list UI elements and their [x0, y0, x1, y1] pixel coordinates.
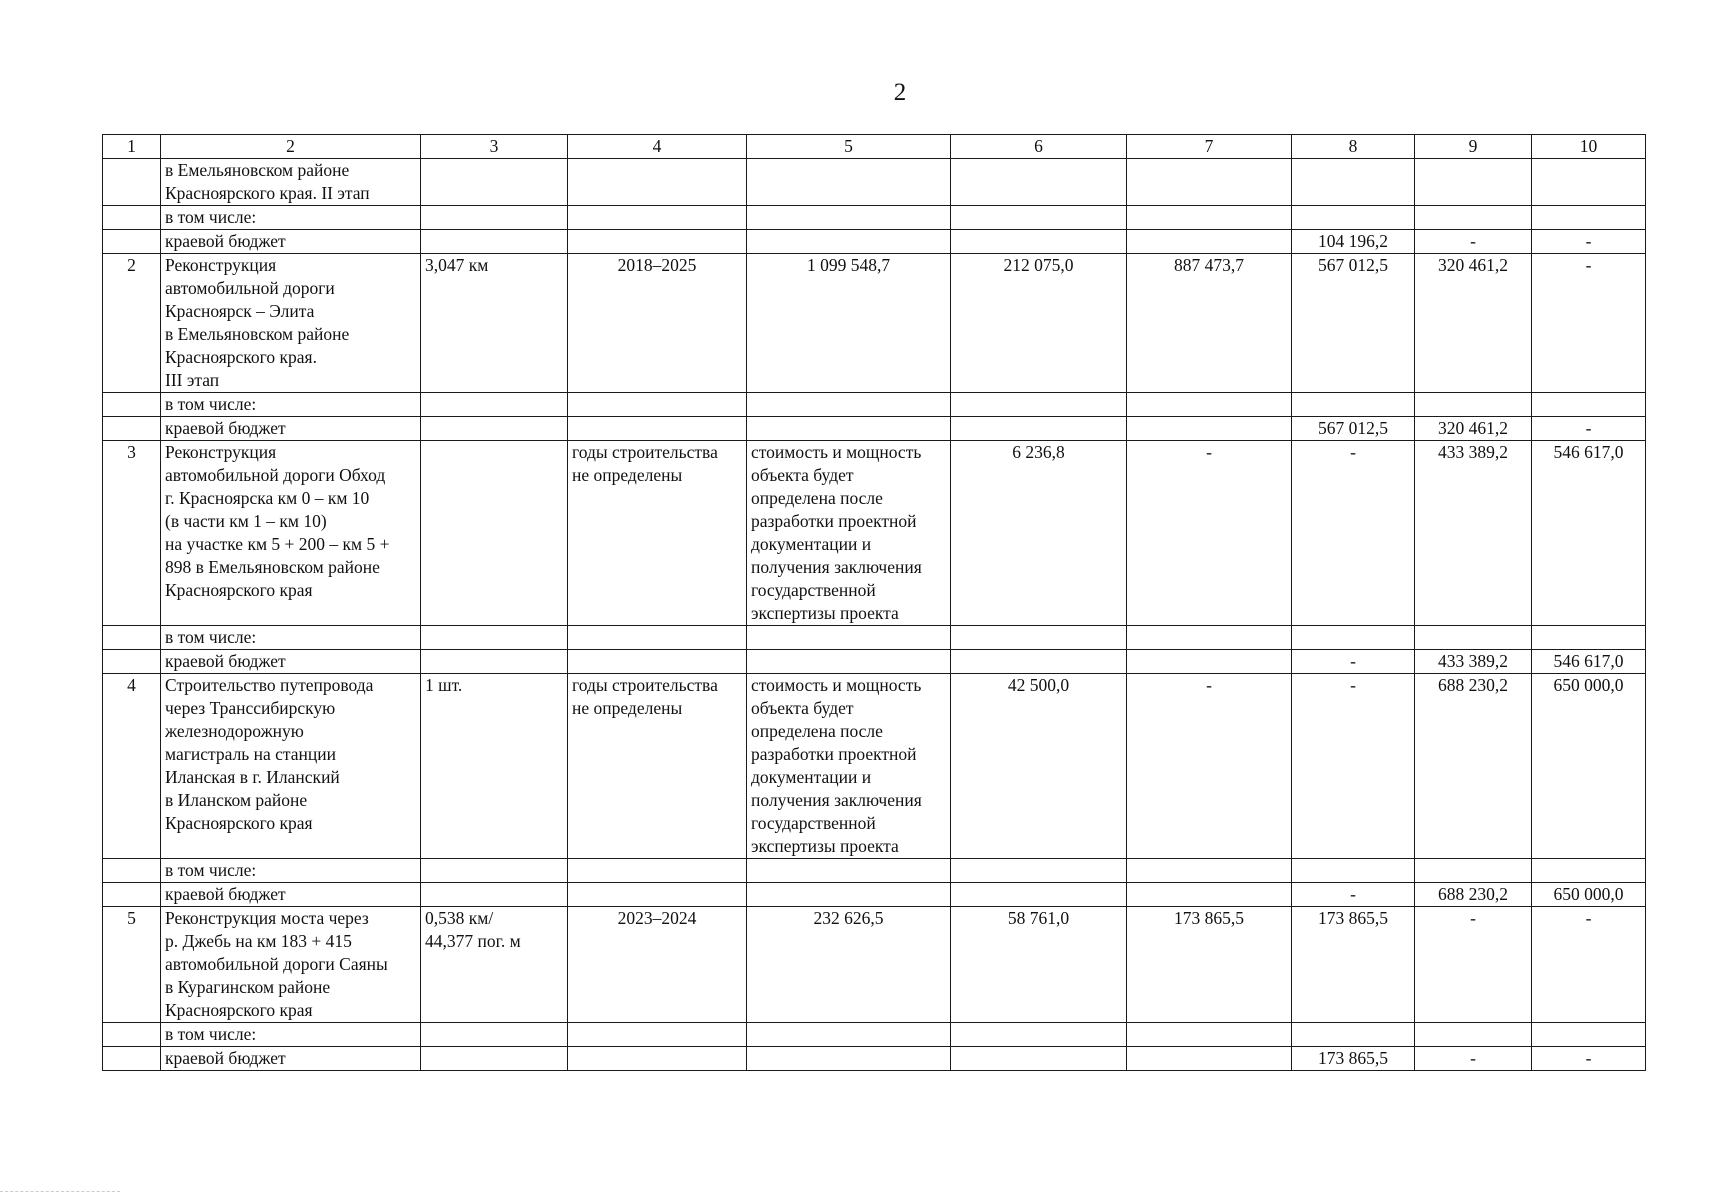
table-cell: - — [1127, 441, 1292, 626]
table-cell: 887 473,7 — [1127, 254, 1292, 393]
table-cell: 6 236,8 — [951, 441, 1127, 626]
table-cell — [568, 230, 747, 254]
table-cell: краевой бюджет — [161, 1047, 421, 1071]
table-cell — [1415, 206, 1532, 230]
table-cell — [421, 859, 568, 883]
table-cell: - — [1532, 417, 1646, 441]
table-cell — [747, 1023, 951, 1047]
table-cell: в том числе: — [161, 626, 421, 650]
column-header: 8 — [1292, 135, 1415, 159]
table-cell: 433 389,2 — [1415, 441, 1532, 626]
column-header: 7 — [1127, 135, 1292, 159]
table-cell: в Емельяновском районе Красноярского края. II этап — [161, 159, 421, 206]
table-cell — [103, 393, 161, 417]
table-cell: - — [1415, 1047, 1532, 1071]
table-cell — [1292, 859, 1415, 883]
table-cell: - — [1292, 883, 1415, 907]
table-cell — [103, 626, 161, 650]
table-cell — [951, 417, 1127, 441]
table-cell: 5 — [103, 907, 161, 1023]
table-row — [103, 254, 1646, 393]
table-cell: 433 389,2 — [1415, 650, 1532, 674]
table-cell — [951, 626, 1127, 650]
table-cell: 0,538 км/ 44,377 пог. м — [421, 907, 568, 1023]
table-cell — [1127, 650, 1292, 674]
table-cell — [1127, 417, 1292, 441]
table-cell — [103, 159, 161, 206]
table-cell — [747, 230, 951, 254]
table-cell: годы строительства не определены — [568, 441, 747, 626]
table-cell — [568, 650, 747, 674]
table-cell: - — [1532, 254, 1646, 393]
table-cell — [1415, 159, 1532, 206]
table-cell — [568, 883, 747, 907]
table-cell: Строительство путепровода через Транссибирскую железнодорожную магистраль на станции Иланская в г. Иланский в Иланском районе Красноярского края — [161, 674, 421, 859]
table-cell: 567 012,5 — [1292, 254, 1415, 393]
table-cell — [1127, 859, 1292, 883]
table-cell — [103, 650, 161, 674]
table-cell: - — [1415, 907, 1532, 1023]
table-cell — [747, 206, 951, 230]
table-cell — [1415, 1023, 1532, 1047]
table-cell: 650 000,0 — [1532, 883, 1646, 907]
column-header: 6 — [951, 135, 1127, 159]
table-cell: Реконструкция автомобильной дороги Красноярск – Элита в Емельяновском районе Красноярского края. III этап — [161, 254, 421, 393]
table-cell: краевой бюджет — [161, 883, 421, 907]
table-row — [103, 393, 1646, 417]
table-cell — [951, 859, 1127, 883]
table-row — [103, 441, 1646, 626]
table-cell: 650 000,0 — [1532, 674, 1646, 859]
table-cell — [421, 883, 568, 907]
table-cell: - — [1532, 230, 1646, 254]
table-cell — [1127, 883, 1292, 907]
table-cell — [1532, 626, 1646, 650]
table-cell: - — [1532, 1047, 1646, 1071]
table-cell: 3 — [103, 441, 161, 626]
table-cell: краевой бюджет — [161, 650, 421, 674]
table-cell: 1 шт. — [421, 674, 568, 859]
table-cell: 212 075,0 — [951, 254, 1127, 393]
table-cell: краевой бюджет — [161, 230, 421, 254]
table-cell — [568, 417, 747, 441]
table-cell — [103, 1047, 161, 1071]
table-cell: - — [1292, 441, 1415, 626]
table-cell — [1127, 230, 1292, 254]
column-header: 4 — [568, 135, 747, 159]
table-cell — [421, 230, 568, 254]
table-cell — [747, 859, 951, 883]
table-cell: Реконструкция моста через р. Джебь на км 183 + 415 автомобильной дороги Саяны в Курагинском районе Красноярского края — [161, 907, 421, 1023]
table-cell — [568, 393, 747, 417]
table-cell — [1292, 1023, 1415, 1047]
table-cell: стоимость и мощность объекта будет определена после разработки проектной документации и получения заключения государственной экспертизы проекта — [747, 674, 951, 859]
table-cell: в том числе: — [161, 206, 421, 230]
table-cell: в том числе: — [161, 393, 421, 417]
table-cell — [951, 206, 1127, 230]
table-row — [103, 206, 1646, 230]
table-cell: 567 012,5 — [1292, 417, 1415, 441]
table-cell: годы строительства не определены — [568, 674, 747, 859]
table-cell — [421, 1023, 568, 1047]
table-cell: в том числе: — [161, 859, 421, 883]
table-cell — [421, 1047, 568, 1071]
table-row — [103, 159, 1646, 206]
table-cell — [747, 1047, 951, 1071]
table-cell — [103, 230, 161, 254]
table-cell: 104 196,2 — [1292, 230, 1415, 254]
table-cell — [421, 441, 568, 626]
table-cell — [747, 650, 951, 674]
table-cell: Реконструкция автомобильной дороги Обход г. Красноярска км 0 – км 10 (в части км 1 – км 10) на участке км 5 + 200 – км 5 + 898 в Емельяновском районе Красноярского края — [161, 441, 421, 626]
table-cell — [103, 417, 161, 441]
column-header: 9 — [1415, 135, 1532, 159]
table-cell: - — [1532, 907, 1646, 1023]
table-cell — [568, 1047, 747, 1071]
table-cell — [1415, 626, 1532, 650]
column-header: 3 — [421, 135, 568, 159]
table-cell — [421, 206, 568, 230]
table-cell — [103, 206, 161, 230]
table-cell: 320 461,2 — [1415, 254, 1532, 393]
table-cell — [951, 230, 1127, 254]
table-row — [103, 417, 1646, 441]
table-row — [103, 1047, 1646, 1071]
table-cell: 173 865,5 — [1292, 907, 1415, 1023]
column-header: 2 — [161, 135, 421, 159]
table-cell: - — [1127, 674, 1292, 859]
table-cell: 2023–2024 — [568, 907, 747, 1023]
table-cell — [1415, 859, 1532, 883]
column-header: 1 — [103, 135, 161, 159]
table-cell — [1532, 206, 1646, 230]
table-row — [103, 907, 1646, 1023]
investment-table — [102, 134, 1646, 1071]
table-row — [103, 859, 1646, 883]
table-cell — [1532, 393, 1646, 417]
table-cell: - — [1292, 650, 1415, 674]
table-cell — [951, 883, 1127, 907]
table-cell — [1127, 159, 1292, 206]
table-cell — [421, 159, 568, 206]
table-cell — [951, 1023, 1127, 1047]
table-cell: 2 — [103, 254, 161, 393]
table-cell — [103, 1023, 161, 1047]
table-cell — [568, 159, 747, 206]
table-cell — [747, 626, 951, 650]
table-cell — [1127, 1023, 1292, 1047]
table-cell — [103, 883, 161, 907]
table-cell — [1292, 206, 1415, 230]
table-cell: 42 500,0 — [951, 674, 1127, 859]
column-header: 5 — [747, 135, 951, 159]
table-cell — [747, 393, 951, 417]
table-cell: в том числе: — [161, 1023, 421, 1047]
table-cell: 173 865,5 — [1292, 1047, 1415, 1071]
table-cell: 173 865,5 — [1127, 907, 1292, 1023]
table-cell: 3,047 км — [421, 254, 568, 393]
table-cell: 546 617,0 — [1532, 650, 1646, 674]
table-cell: стоимость и мощность объекта будет определена после разработки проектной документации и получения заключения государственной экспертизы проекта — [747, 441, 951, 626]
table-cell: - — [1292, 674, 1415, 859]
page-number: 2 — [893, 79, 907, 106]
column-header: 10 — [1532, 135, 1646, 159]
table-row — [103, 650, 1646, 674]
table-cell — [1532, 159, 1646, 206]
table-cell — [568, 626, 747, 650]
table-row — [103, 674, 1646, 859]
table-cell — [568, 206, 747, 230]
table-cell: 232 626,5 — [747, 907, 951, 1023]
table-cell — [1532, 859, 1646, 883]
table-row — [103, 230, 1646, 254]
table-cell: краевой бюджет — [161, 417, 421, 441]
table-cell — [1532, 1023, 1646, 1047]
scan-artifact — [0, 1191, 120, 1194]
table-cell: 546 617,0 — [1532, 441, 1646, 626]
table-cell — [1415, 393, 1532, 417]
table-cell — [951, 650, 1127, 674]
table-cell — [103, 859, 161, 883]
table-row — [103, 1023, 1646, 1047]
table-cell — [1127, 1047, 1292, 1071]
table-cell — [747, 417, 951, 441]
table-row — [103, 883, 1646, 907]
table-cell — [421, 393, 568, 417]
table-cell — [421, 417, 568, 441]
table-cell — [951, 1047, 1127, 1071]
table-cell: 2018–2025 — [568, 254, 747, 393]
table-cell — [1292, 626, 1415, 650]
table-cell: 688 230,2 — [1415, 883, 1532, 907]
table-cell — [1127, 393, 1292, 417]
table-cell — [747, 883, 951, 907]
column-number-row — [103, 135, 1646, 159]
table-row — [103, 626, 1646, 650]
table-cell — [747, 159, 951, 206]
table-cell — [1292, 159, 1415, 206]
table-cell — [1292, 393, 1415, 417]
table-cell — [568, 1023, 747, 1047]
table-cell — [1127, 626, 1292, 650]
table-cell: 688 230,2 — [1415, 674, 1532, 859]
table-cell — [951, 393, 1127, 417]
table-cell: 1 099 548,7 — [747, 254, 951, 393]
table-cell — [421, 626, 568, 650]
table-cell — [568, 859, 747, 883]
table-cell: 4 — [103, 674, 161, 859]
table-cell: 320 461,2 — [1415, 417, 1532, 441]
table-cell — [951, 159, 1127, 206]
table-cell — [421, 650, 568, 674]
table-cell — [1127, 206, 1292, 230]
table-cell: 58 761,0 — [951, 907, 1127, 1023]
table-cell: - — [1415, 230, 1532, 254]
